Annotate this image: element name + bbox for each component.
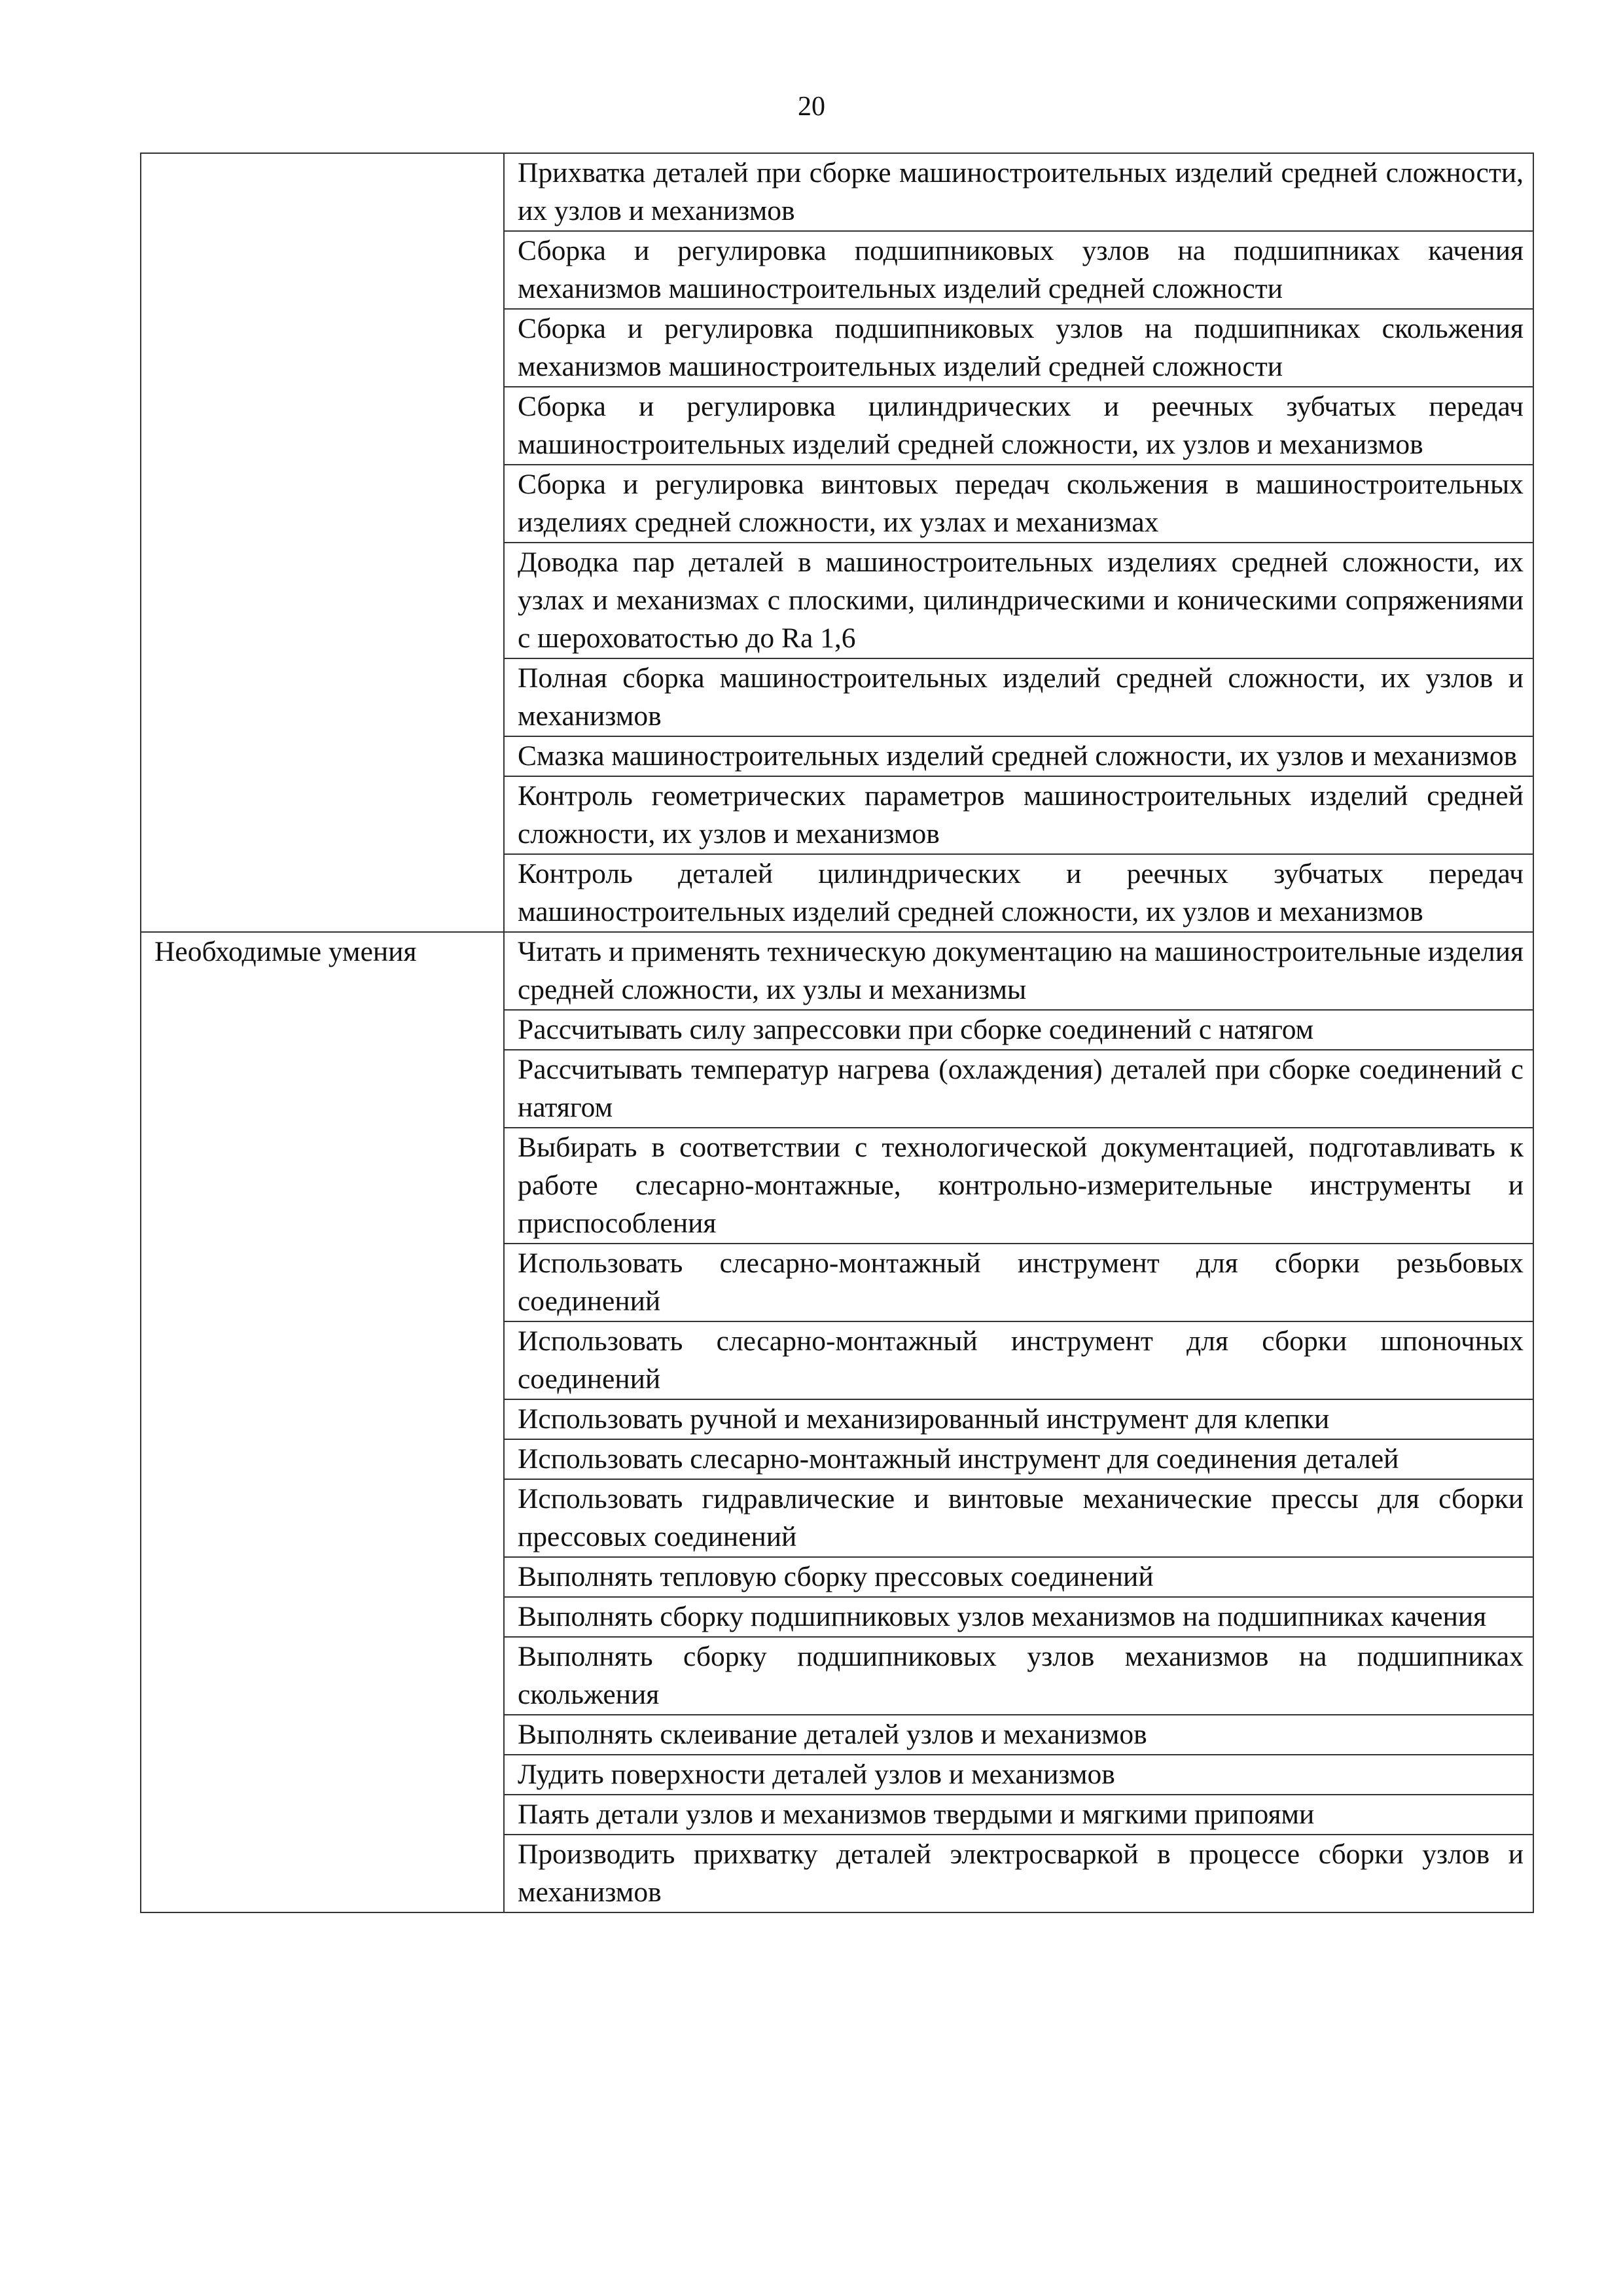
requirement-item-cell: Полная сборка машиностроительных изделий средней сложности, их узлов и механизмов [504, 658, 1533, 736]
requirement-item-cell: Прихватка деталей при сборке машиностроительных изделий средней сложности, их узлов и механизмов [504, 153, 1533, 231]
requirement-item-cell: Смазка машиностроительных изделий средней сложности, их узлов и механизмов [504, 736, 1533, 776]
requirement-item-cell: Использовать слесарно-монтажный инструмент для сборки резьбовых соединений [504, 1244, 1533, 1321]
requirement-item-cell: Выполнять сборку подшипниковых узлов механизмов на подшипниках качения [504, 1597, 1533, 1637]
requirement-item-cell: Производить прихватку деталей электросваркой в процессе сборки узлов и механизмов [504, 1835, 1533, 1912]
requirement-item-cell: Контроль деталей цилиндрических и реечных зубчатых передач машиностроительных изделий средней сложности, их узлов и механизмов [504, 854, 1533, 932]
requirement-item-cell: Сборка и регулировка подшипниковых узлов на подшипниках скольжения механизмов машиностроительных изделий средней сложности [504, 309, 1533, 387]
requirement-item-cell: Выбирать в соответствии с технологической документацией, подготавливать к работе слесарно-монтажные, контрольно-измерительные инструменты и приспособления [504, 1128, 1533, 1244]
requirement-item-cell: Читать и применять техническую документацию на машиностроительные изделия средней сложности, их узлы и механизмы [504, 932, 1533, 1010]
section-label-cell: Необходимые умения [141, 932, 504, 1912]
requirement-item-cell: Использовать слесарно-монтажный инструмент для сборки шпоночных соединений [504, 1321, 1533, 1399]
requirement-item-cell: Сборка и регулировка подшипниковых узлов на подшипниках качения механизмов машиностроительных изделий средней сложности [504, 231, 1533, 309]
requirement-item-cell: Использовать слесарно-монтажный инструмент для соединения деталей [504, 1439, 1533, 1479]
requirement-item-cell: Доводка пар деталей в машиностроительных изделиях средней сложности, их узлах и механизмах с плоскими, цилиндрическими и коническими сопряжениями с шероховатостью до Ra 1,6 [504, 543, 1533, 658]
requirement-item-cell: Контроль геометрических параметров машиностроительных изделий средней сложности, их узлов и механизмов [504, 776, 1533, 854]
requirement-item-cell: Сборка и регулировка цилиндрических и реечных зубчатых передач машиностроительных изделий средней сложности, их узлов и механизмов [504, 387, 1533, 465]
page-number: 20 [798, 92, 825, 122]
requirements-table [140, 152, 1534, 1913]
requirement-item-cell: Выполнять тепловую сборку прессовых соединений [504, 1557, 1533, 1597]
requirements-table-body [141, 153, 1533, 1912]
requirement-item-cell: Лудить поверхности деталей узлов и механизмов [504, 1755, 1533, 1795]
section-label-cell [141, 153, 504, 932]
requirement-item-cell: Выполнять сборку подшипниковых узлов механизмов на подшипниках скольжения [504, 1637, 1533, 1715]
table-row [141, 932, 1533, 1010]
requirement-item-cell: Использовать ручной и механизированный инструмент для клепки [504, 1399, 1533, 1439]
requirement-item-cell: Рассчитывать температур нагрева (охлаждения) деталей при сборке соединений с натягом [504, 1050, 1533, 1128]
requirement-item-cell: Паять детали узлов и механизмов твердыми и мягкими припоями [504, 1795, 1533, 1835]
requirement-item-cell: Использовать гидравлические и винтовые механические прессы для сборки прессовых соединений [504, 1479, 1533, 1557]
table-row [141, 153, 1533, 231]
requirement-item-cell: Рассчитывать силу запрессовки при сборке соединений с натягом [504, 1010, 1533, 1050]
requirement-item-cell: Выполнять склеивание деталей узлов и механизмов [504, 1715, 1533, 1755]
requirement-item-cell: Сборка и регулировка винтовых передач скольжения в машиностроительных изделиях средней сложности, их узлах и механизмах [504, 465, 1533, 543]
